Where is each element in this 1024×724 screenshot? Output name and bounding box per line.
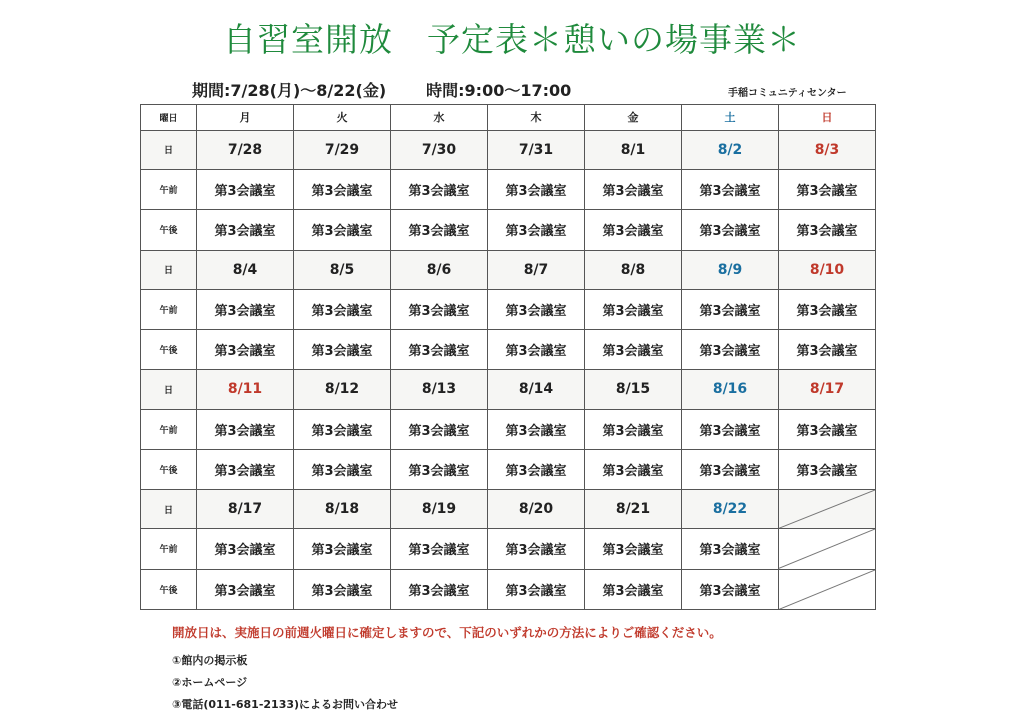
pm-row bbox=[141, 210, 876, 250]
row-label: 午前 bbox=[141, 409, 197, 449]
am-row bbox=[141, 289, 876, 329]
date-row bbox=[141, 250, 876, 289]
day-header-wed: 水 bbox=[391, 105, 488, 131]
date-cell: 8/5 bbox=[294, 250, 391, 289]
row-label: 午前 bbox=[141, 529, 197, 569]
room-cell: 第3会議室 bbox=[294, 529, 391, 569]
room-cell: 第3会議室 bbox=[197, 569, 294, 609]
date-cell: 7/30 bbox=[391, 130, 488, 169]
am-row bbox=[141, 409, 876, 449]
date-cell: 8/18 bbox=[294, 490, 391, 529]
unavailable-cell bbox=[779, 490, 876, 529]
day-header-sat: 土 bbox=[682, 105, 779, 131]
room-cell: 第3会議室 bbox=[585, 409, 682, 449]
room-cell: 第3会議室 bbox=[391, 529, 488, 569]
row-label: 日 bbox=[141, 130, 197, 169]
room-cell: 第3会議室 bbox=[585, 330, 682, 370]
date-cell: 8/22 bbox=[682, 490, 779, 529]
room-cell: 第3会議室 bbox=[391, 330, 488, 370]
room-cell: 第3会議室 bbox=[488, 210, 585, 250]
date-cell: 8/13 bbox=[391, 370, 488, 409]
room-cell: 第3会議室 bbox=[682, 529, 779, 569]
row-label: 日 bbox=[141, 490, 197, 529]
diagonal-strike bbox=[779, 529, 875, 568]
room-cell: 第3会議室 bbox=[682, 289, 779, 329]
date-cell: 8/15 bbox=[585, 370, 682, 409]
room-cell: 第3会議室 bbox=[391, 170, 488, 210]
room-cell: 第3会議室 bbox=[488, 569, 585, 609]
method-board: ①館内の掲示板 bbox=[172, 654, 248, 667]
room-cell: 第3会議室 bbox=[779, 210, 876, 250]
room-cell: 第3会議室 bbox=[391, 289, 488, 329]
room-cell: 第3会議室 bbox=[585, 210, 682, 250]
notice-text: 開放日は、実施日の前週火曜日に確定しますので、下記のいずれかの方法によりご確認ください。 bbox=[172, 625, 722, 640]
room-cell: 第3会議室 bbox=[197, 529, 294, 569]
date-cell: 8/20 bbox=[488, 490, 585, 529]
day-header-thu: 木 bbox=[488, 105, 585, 131]
date-cell: 8/9 bbox=[682, 250, 779, 289]
row-label: 午後 bbox=[141, 569, 197, 609]
date-cell: 8/12 bbox=[294, 370, 391, 409]
unavailable-cell bbox=[779, 569, 876, 609]
am-row bbox=[141, 529, 876, 569]
confirmation-methods bbox=[172, 650, 398, 716]
date-cell: 8/11 bbox=[197, 370, 294, 409]
room-cell: 第3会議室 bbox=[779, 289, 876, 329]
schedule-info bbox=[192, 78, 571, 101]
room-cell: 第3会議室 bbox=[682, 330, 779, 370]
date-cell: 7/28 bbox=[197, 130, 294, 169]
room-cell: 第3会議室 bbox=[294, 569, 391, 609]
date-cell: 8/14 bbox=[488, 370, 585, 409]
date-cell: 8/10 bbox=[779, 250, 876, 289]
room-cell: 第3会議室 bbox=[779, 330, 876, 370]
pm-row bbox=[141, 569, 876, 609]
row-label: 日 bbox=[141, 250, 197, 289]
date-cell: 8/1 bbox=[585, 130, 682, 169]
date-cell: 8/2 bbox=[682, 130, 779, 169]
diagonal-strike bbox=[779, 570, 875, 609]
date-row bbox=[141, 130, 876, 169]
diagonal-strike bbox=[779, 490, 875, 528]
room-cell: 第3会議室 bbox=[391, 569, 488, 609]
room-cell: 第3会議室 bbox=[197, 210, 294, 250]
header-row bbox=[141, 105, 876, 131]
room-cell: 第3会議室 bbox=[488, 529, 585, 569]
pm-row bbox=[141, 449, 876, 489]
room-cell: 第3会議室 bbox=[779, 409, 876, 449]
room-cell: 第3会議室 bbox=[488, 330, 585, 370]
room-cell: 第3会議室 bbox=[682, 449, 779, 489]
room-cell: 第3会議室 bbox=[682, 210, 779, 250]
am-row bbox=[141, 170, 876, 210]
room-cell: 第3会議室 bbox=[391, 449, 488, 489]
room-cell: 第3会議室 bbox=[391, 409, 488, 449]
row-label: 午後 bbox=[141, 449, 197, 489]
date-cell: 8/4 bbox=[197, 250, 294, 289]
room-cell: 第3会議室 bbox=[488, 289, 585, 329]
room-cell: 第3会議室 bbox=[294, 210, 391, 250]
room-cell: 第3会議室 bbox=[585, 569, 682, 609]
row-label: 午前 bbox=[141, 170, 197, 210]
room-cell: 第3会議室 bbox=[585, 289, 682, 329]
date-cell: 8/3 bbox=[779, 130, 876, 169]
room-cell: 第3会議室 bbox=[682, 170, 779, 210]
row-label: 日 bbox=[141, 370, 197, 409]
date-cell: 7/31 bbox=[488, 130, 585, 169]
room-cell: 第3会議室 bbox=[585, 170, 682, 210]
room-cell: 第3会議室 bbox=[779, 449, 876, 489]
page-title: 自習室開放 予定表＊憩いの場事業＊ bbox=[223, 20, 801, 59]
room-cell: 第3会議室 bbox=[197, 449, 294, 489]
room-cell: 第3会議室 bbox=[197, 409, 294, 449]
day-header-mon: 月 bbox=[197, 105, 294, 131]
hours-text: 時間:9:00～17:00 bbox=[426, 81, 572, 100]
schedule-table bbox=[140, 104, 876, 610]
day-header-sun: 日 bbox=[779, 105, 876, 131]
room-cell: 第3会議室 bbox=[682, 569, 779, 609]
room-cell: 第3会議室 bbox=[197, 170, 294, 210]
center-name: 手稲コミュニティセンター bbox=[728, 88, 847, 99]
room-cell: 第3会議室 bbox=[488, 449, 585, 489]
room-cell: 第3会議室 bbox=[197, 330, 294, 370]
method-phone: ③電話(011-681-2133)によるお問い合わせ bbox=[172, 698, 399, 711]
room-cell: 第3会議室 bbox=[488, 170, 585, 210]
room-cell: 第3会議室 bbox=[488, 409, 585, 449]
corner-label: 曜日 bbox=[141, 105, 197, 131]
date-cell: 8/19 bbox=[391, 490, 488, 529]
room-cell: 第3会議室 bbox=[585, 449, 682, 489]
date-row bbox=[141, 490, 876, 529]
room-cell: 第3会議室 bbox=[294, 449, 391, 489]
room-cell: 第3会議室 bbox=[391, 210, 488, 250]
date-cell: 7/29 bbox=[294, 130, 391, 169]
date-cell: 8/17 bbox=[197, 490, 294, 529]
row-label: 午前 bbox=[141, 289, 197, 329]
date-row bbox=[141, 370, 876, 409]
room-cell: 第3会議室 bbox=[294, 170, 391, 210]
pm-row bbox=[141, 330, 876, 370]
room-cell: 第3会議室 bbox=[682, 409, 779, 449]
day-header-tue: 火 bbox=[294, 105, 391, 131]
date-cell: 8/7 bbox=[488, 250, 585, 289]
date-cell: 8/6 bbox=[391, 250, 488, 289]
row-label: 午後 bbox=[141, 330, 197, 370]
date-cell: 8/21 bbox=[585, 490, 682, 529]
room-cell: 第3会議室 bbox=[294, 409, 391, 449]
method-homepage: ②ホームページ bbox=[172, 676, 248, 689]
unavailable-cell bbox=[779, 529, 876, 569]
room-cell: 第3会議室 bbox=[294, 289, 391, 329]
room-cell: 第3会議室 bbox=[294, 330, 391, 370]
date-cell: 8/8 bbox=[585, 250, 682, 289]
room-cell: 第3会議室 bbox=[585, 529, 682, 569]
date-cell: 8/16 bbox=[682, 370, 779, 409]
period-text: 期間:7/28(月)～8/22(金) bbox=[192, 81, 387, 100]
date-cell: 8/17 bbox=[779, 370, 876, 409]
row-label: 午後 bbox=[141, 210, 197, 250]
room-cell: 第3会議室 bbox=[779, 170, 876, 210]
room-cell: 第3会議室 bbox=[197, 289, 294, 329]
day-header-fri: 金 bbox=[585, 105, 682, 131]
